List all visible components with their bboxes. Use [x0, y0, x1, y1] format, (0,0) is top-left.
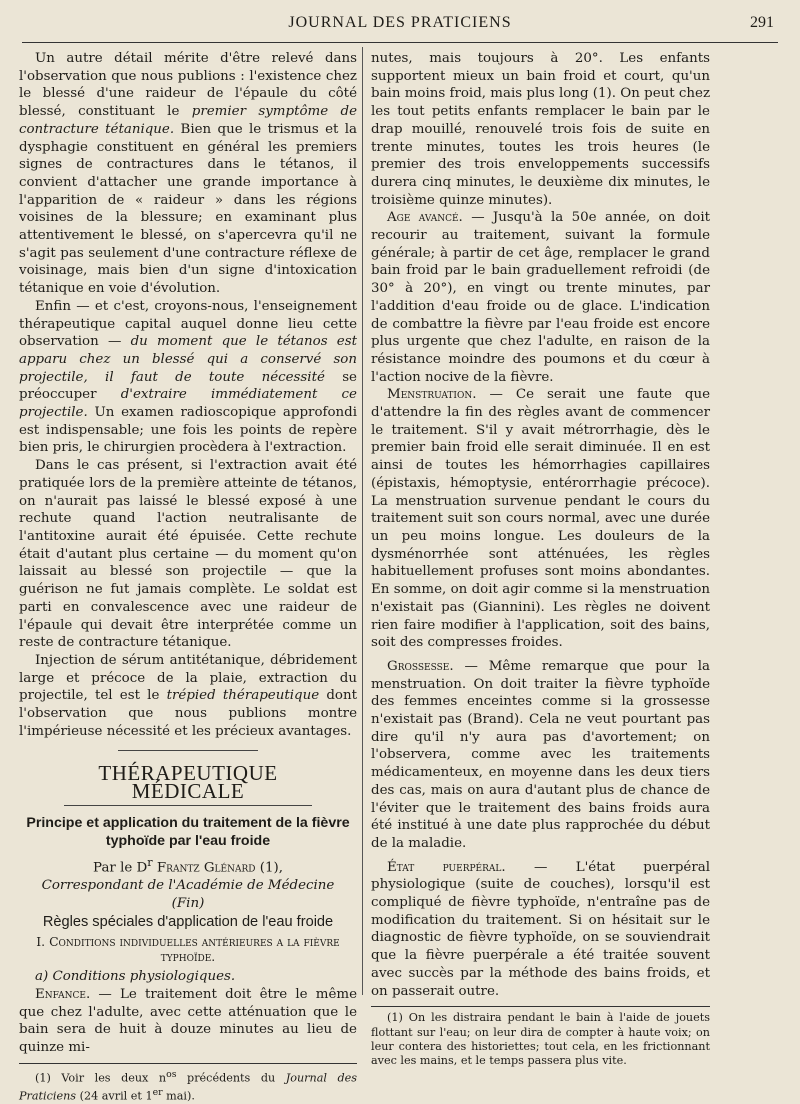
page-number: 291 — [750, 14, 774, 31]
paragraph: État puerpéral. — L'état puerpéral physiologique (suite de couches), lorsqu'il est compliqué de fièvre typhoïde, n'entraîne pas de modification du traitement. Si on hésitait sur le diagnostic de fièvre typhoïde, on se souviendrait que la fièvre puerpérale a été traitée souvent avec succès par la méthode des bains froids, et on passerait outre. — [371, 859, 710, 999]
header-rule — [22, 42, 778, 43]
footnote-rule — [19, 1063, 357, 1064]
right-column — [371, 50, 710, 1069]
paragraph: Enfin — et c'est, croyons-nous, l'enseignement thérapeutique capital auquel donne lieu cette observation — du moment que le tétanos est apparu chez un blessé qui a conservé son projectile, il faut de toute nécessité se préoccuper d'extraire immédiatement ce projectile. Un examen radioscopique approfondi est indispensable; une fois les points de repère bien pris, le chirurgien procèdera à l'extraction. — [19, 298, 357, 456]
subsection-heading: I. Conditions individuelles antérieures a la fièvre typhoïde. — [36, 934, 340, 965]
subsubsection-heading: a) Conditions physiologiques. — [35, 969, 236, 985]
footnote: (1) Voir les deux $n^{os}$ précédents du Journal des Praticiens (24 avril et 1er mai). — [19, 1068, 357, 1103]
author-name: Frantz Glénard — [156, 860, 256, 876]
journal-title: JOURNAL DES PRATICIENS — [288, 14, 512, 31]
paragraph: Injection de sérum antitétanique, débridement large et précoce de la plaie, extraction du projectile, tel est le trépied thérapeutique dont l'observation que nous publions montre l'impérieuse nécessité et les précieux avantages. — [19, 652, 357, 739]
paragraph: Enfance. — Le traitement doit être le même que chez l'adulte, avec cette atténuation que le bain sera de huit à douze minutes au lieu de quinze mi- — [19, 986, 358, 1055]
byline: Par le $D^r$ Frantz Glénard (1), — [93, 855, 283, 876]
column-divider — [362, 47, 363, 995]
paragraph: nutes, mais toujours à 20°. Les enfants supportent mieux un bain froid et court, qu'un bain moins froid, mais plus long (1). On peut chez les tout petits enfants remplacer le bain par le drap mouillé, renouvelé trois fois de suite en trente minutes, toutes les trois heures (le premier des trois enveloppements successifs durera cinq minutes, le deuxième dix minutes, le troisième quinze minutes). — [371, 51, 710, 208]
paragraph: Menstruation. — Ce serait une faute que d'attendre la fin des règles avant de commencer le traitement. S'il y avait métrorrhagie, dès le premier bain froid elle serait diminuée. Il en est ainsi de toutes les hémorrhagies capillaires (épistaxis, hémoptysie, entérorrhagie précoce). La menstruation survenue pendant le cours du traitement suit son cours normal, avec une durée un peu moins longue. Les douleurs de la dysménorrhée sont atténuées, les règles habituellement profuses sont moins abondantes. En somme, on doit agir comme si la menstruation n'existait pas (Giannini). Les règles ne doivent rien faire modifier à l'application, soit des bains, soit des compresses froides. — [371, 387, 710, 651]
paragraph: Grossesse. — Même remarque que pour la menstruation. On doit traiter la fièvre typhoïde des femmes enceintes comme si la grossesse n'existait pas (Brand). Cela ne veut pourtant pas dire qu'il n'y aura pas d'avortement; on l'observera, comme avec les traitements médicamenteux, en moyenne dans les deux tiers des cas, mais on aura d'autant plus de chance de l'éviter que le traitement des bains froids aura été institué à une date plus rapprochée du début de la maladie. — [371, 658, 710, 851]
paragraph: Un autre détail mérite d'être relevé dans l'observation que nous publions : l'existence chez le blessé d'une raideur de l'épaule du côté blessé, constituant le premier symptôme de contracture tétanique. Bien que le trismus et la dysphagie constituent en général les premiers signes de contractures dans le tétanos, il convient d'attacher une grande importance à l'apparition de « raideur » dans les régions voisines de la blessure; en examinant plus attentivement le blessé, on s'apercevra qu'il ne s'agit pas seulement d'une contracture réflexe de voisinage, mais bien d'un signe d'intoxication tétanique en voie d'évolution. — [19, 51, 358, 297]
affiliation: Correspondant de l'Académie de Médecine — [41, 878, 335, 893]
article-title: Principe et application du traitement de la fièvre typhoïde par l'eau froide — [26, 814, 350, 849]
section-separator — [118, 750, 258, 751]
left-column — [19, 50, 357, 1104]
footnote-rule — [371, 1006, 710, 1007]
footnote: (1) On les distraira pendant le bain à l'aide de jouets flottant sur l'eau; on leur dira de compter à haute voix; on leur contera des historiettes; tout cela, en les frictionnant avec les mains, et le temps passera plus vite. — [371, 1011, 710, 1068]
paragraph: Age avancé. — Jusqu'à la 50e année, on doit recourir au traitement, suivant la formule générale; à partir de cet âge, remplacer le grand bain froid par le bain graduellement refroidi (de 30° à 20°), en vingt ou trente minutes, par l'addition d'eau froide ou de glace. L'indication de combattre la fièvre par l'eau froide est encore plus urgente que chez l'adulte, en raison de la résistance moindre des poumons et du cœur à l'action nocive de la fièvre. — [371, 210, 710, 385]
paragraph: Dans le cas présent, si l'extraction avait été pratiquée lors de la première atteinte de tétanos, on n'aurait pas laissé le blessé exposé à une rechute quand l'action neutralisante de l'antitoxine aurait été épuisée. Cette rechute était d'autant plus certaine — du moment qu'on laissait au blessé son projectile — que la guérison ne fut jamais complète. Le soldat est parti en convalescence avec une raideur de l'épaule qui devait être interprétée comme un reste de contracture tétanique. — [19, 458, 357, 651]
running-header — [22, 14, 778, 40]
fin-note: (Fin) — [171, 895, 205, 911]
rules-heading: Règles spéciales d'application de l'eau froide — [42, 914, 334, 931]
section-title: THÉRAPEUTIQUE MÉDICALE — [64, 765, 312, 805]
